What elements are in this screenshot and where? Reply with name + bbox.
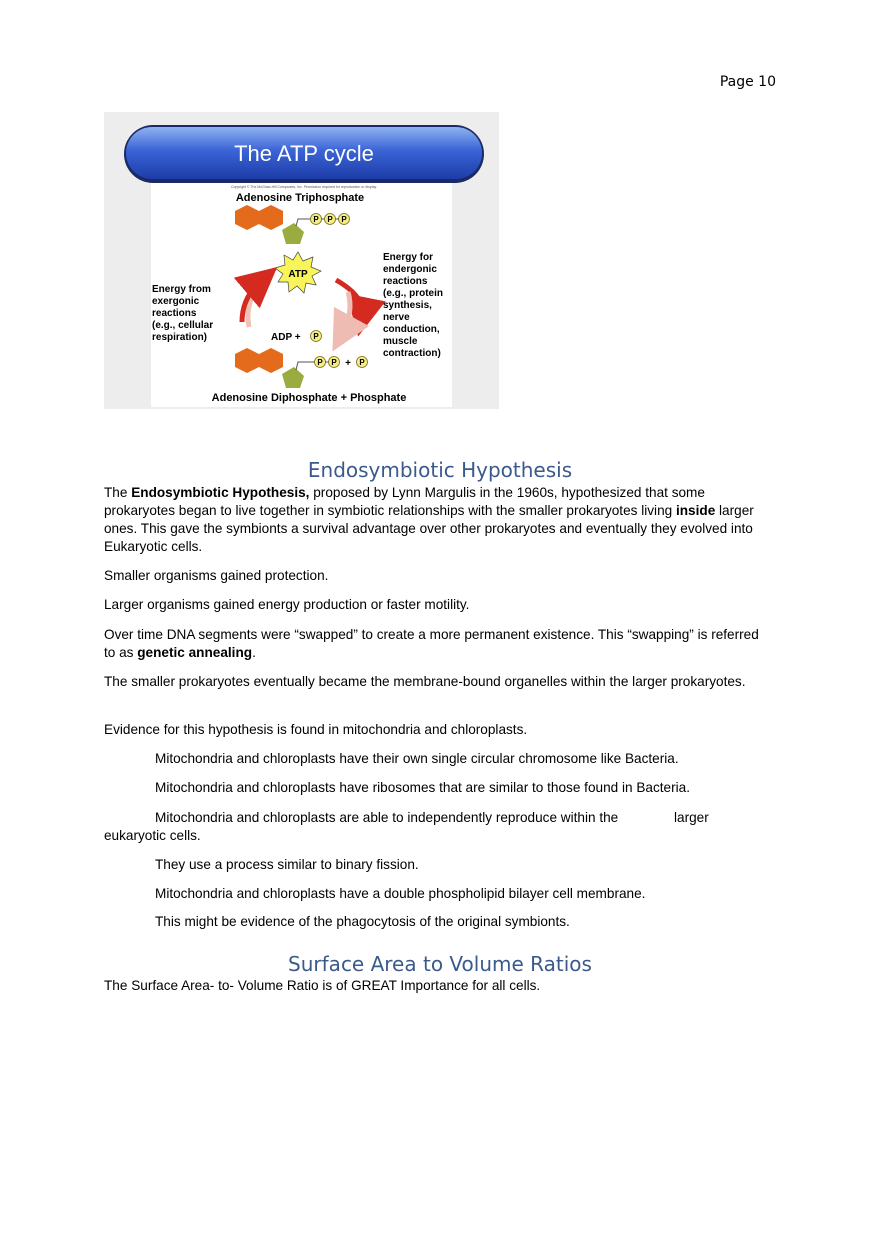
atp-cycle-figure	[104, 112, 499, 409]
svg-text:P: P	[317, 358, 323, 367]
svg-text:P: P	[341, 215, 347, 224]
atp-top-label: Adenosine Triphosphate	[235, 192, 365, 204]
surface-area-heading: Surface Area to Volume Ratios	[288, 952, 592, 976]
paragraph-smaller: Smaller organisms gained protection.	[104, 568, 329, 583]
svg-text:synthesis,: synthesis,	[383, 300, 432, 311]
svg-text:reactions: reactions	[383, 276, 428, 287]
svg-text:(e.g., cellular: (e.g., cellular	[152, 320, 214, 331]
svg-text:P: P	[313, 332, 319, 341]
endosymbiotic-intro: The Endosymbiotic Hypothesis, proposed by Lynn Margulis in the 1960s, hypothesized that some prokaryotes began to live together in symbiotic relationships with the smaller prokaryotes living inside larger ones. This gave the symbionts a survival advantage over other prokaryotes and eventually they evolved into Eukaryotic cells.	[104, 485, 754, 554]
svg-text:contraction): contraction)	[383, 348, 441, 359]
evidence-item: They use a process similar to binary fission.	[155, 857, 419, 872]
svg-text:exergonic: exergonic	[152, 296, 200, 307]
svg-text:P: P	[331, 358, 337, 367]
svg-text:conduction,: conduction,	[383, 324, 440, 335]
paragraph-evidence: Evidence for this hypothesis is found in mitochondria and chloroplasts.	[104, 722, 528, 737]
svg-text:Energy from: Energy from	[152, 284, 211, 295]
evidence-item: This might be evidence of the phagocytosis of the original symbionts.	[155, 914, 570, 929]
evidence-item: Mitochondria and chloroplasts are able to independently reproduce within the	[155, 810, 619, 825]
evidence-item: Mitochondria and chloroplasts have ribosomes that are similar to those found in Bacteria.	[155, 780, 690, 795]
svg-text:reactions: reactions	[152, 308, 197, 319]
adp-bottom-label: Adenosine Diphosphate + Phosphate	[211, 392, 407, 404]
evidence-item: Mitochondria and chloroplasts have their own single circular chromosome like Bacteria.	[155, 751, 679, 766]
paragraph-larger: Larger organisms gained energy production or faster motility.	[104, 597, 470, 612]
evidence-item: Mitochondria and chloroplasts have a double phospholipid bilayer cell membrane.	[155, 886, 646, 901]
paragraph-surface-area: The Surface Area- to- Volume Ratio is of GREAT Importance for all cells.	[104, 978, 541, 993]
figure-title: The ATP cycle	[234, 141, 374, 166]
figure-copyright: Copyright © The McGraw-Hill Companies, Inc. Permission required for reproduction or display.	[230, 185, 378, 189]
endosymbiotic-heading: Endosymbiotic Hypothesis	[307, 458, 573, 482]
svg-text:nerve: nerve	[383, 312, 410, 323]
adp-label: ADP +	[271, 332, 301, 343]
figure-title-banner	[124, 125, 484, 183]
svg-text:+: +	[345, 358, 351, 369]
svg-text:P: P	[359, 358, 365, 367]
svg-text:P: P	[327, 215, 333, 224]
paragraph-organelles: The smaller prokaryotes eventually became the membrane-bound organelles within the larger prokaryotes.	[104, 674, 746, 689]
svg-text:(e.g., protein: (e.g., protein	[383, 288, 443, 299]
evidence-item-continued: larger	[674, 810, 709, 825]
svg-text:respiration): respiration)	[152, 332, 208, 343]
svg-text:muscle: muscle	[383, 336, 418, 347]
paragraph-dna: Over time DNA segments were “swapped” to create a more permanent existence. This “swapping” is referred to as genetic annealing.	[104, 627, 759, 660]
svg-text:P: P	[313, 215, 319, 224]
svg-text:endergonic: endergonic	[383, 264, 437, 275]
evidence-item-continued: eukaryotic cells.	[104, 828, 201, 843]
svg-text:ATP: ATP	[288, 269, 308, 280]
svg-text:Energy for: Energy for	[383, 252, 434, 263]
page-number: Page 10	[719, 74, 776, 90]
